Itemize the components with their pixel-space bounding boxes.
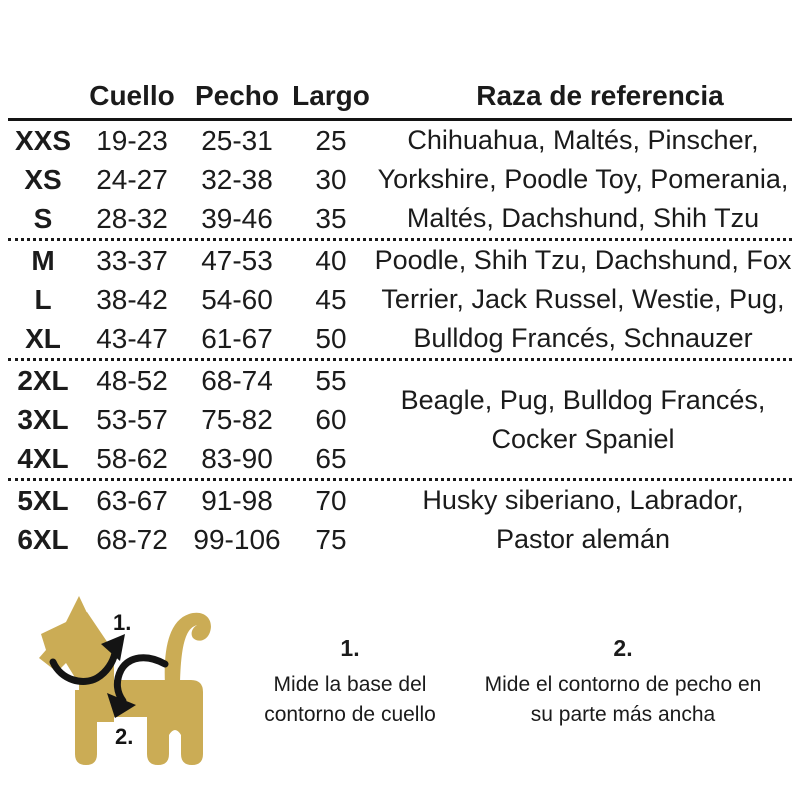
pecho-value: 25-31 (201, 124, 273, 156)
largo-value: 70 (315, 484, 347, 516)
pecho-value: 91-98 (201, 484, 273, 516)
size-group (8, 238, 792, 358)
cuello-value: 24-27 (96, 163, 168, 195)
pecho-value: 54-60 (201, 283, 273, 315)
largo-value: 25 (315, 124, 347, 156)
largo-value: 65 (315, 442, 347, 474)
size-label: 2XL (17, 364, 69, 396)
measure-note-chest (458, 634, 788, 730)
breed-line: Beagle, Pug, Bulldog Francés, (400, 384, 766, 415)
breed-reference (374, 121, 792, 238)
table-groups (8, 121, 792, 559)
pecho-value: 75-82 (201, 403, 273, 435)
col-header-raza: Raza de referencia (476, 80, 724, 111)
breed-line: Cocker Spaniel (491, 423, 675, 454)
col-header-largo: Largo (292, 80, 370, 111)
size-label: L (34, 283, 52, 315)
note-number: 1. (340, 635, 360, 661)
cuello-value: 43-47 (96, 322, 168, 354)
note-text-line: Mide el contorno de pecho en (484, 673, 762, 696)
cuello-value: 19-23 (96, 124, 168, 156)
size-label: S (33, 202, 53, 234)
col-header-pecho: Pecho (194, 80, 280, 111)
pecho-value: 61-67 (201, 322, 273, 354)
largo-value: 60 (315, 403, 347, 435)
note-text-line: Mide la base del (273, 673, 427, 696)
dog-body (93, 680, 203, 765)
largo-value: 40 (315, 244, 347, 276)
largo-value: 75 (315, 523, 347, 555)
largo-value: 55 (315, 364, 347, 396)
size-label: 6XL (17, 523, 69, 555)
breed-line: Poodle, Shih Tzu, Dachshund, Fox (374, 245, 792, 275)
breed-line: Yorkshire, Poodle Toy, Pomerania, (377, 164, 789, 194)
pecho-value: 39-46 (201, 202, 273, 234)
note-text-line: contorno de cuello (264, 703, 436, 726)
pecho-value: 83-90 (201, 442, 273, 474)
size-label: M (31, 244, 55, 276)
breed-line: Chihuahua, Maltés, Pinscher, (407, 125, 759, 155)
size-label: 5XL (17, 484, 69, 516)
size-table (8, 74, 792, 559)
breed-line: Husky siberiano, Labrador, (422, 485, 744, 515)
size-group (8, 121, 792, 238)
note-number: 2. (613, 635, 633, 661)
breed-line: Pastor alemán (495, 524, 671, 554)
breed-line: Maltés, Dachshund, Shih Tzu (406, 203, 760, 233)
pecho-value: 32-38 (201, 163, 273, 195)
size-label: XL (25, 322, 61, 354)
largo-value: 35 (315, 202, 347, 234)
pecho-value: 47-53 (201, 244, 273, 276)
pecho-value: 68-74 (201, 364, 273, 396)
size-group (8, 358, 792, 478)
largo-value: 30 (315, 163, 347, 195)
diagram-point1-label: 1. (113, 610, 132, 635)
measure-note-neck (228, 634, 472, 730)
breed-line: Bulldog Francés, Schnauzer (413, 323, 753, 353)
size-label: XXS (14, 124, 72, 156)
breed-reference (374, 241, 792, 358)
largo-value: 50 (315, 322, 347, 354)
pecho-value: 99-106 (193, 523, 281, 555)
cuello-value: 68-72 (96, 523, 168, 555)
size-group (8, 478, 792, 559)
cuello-value: 53-57 (96, 403, 168, 435)
breed-line: Terrier, Jack Russel, Westie, Pug, (381, 284, 785, 314)
col-header-cuello: Cuello (89, 80, 175, 111)
dog-tail (165, 613, 211, 684)
breed-reference (374, 361, 792, 478)
diagram-point2-label: 2. (115, 724, 134, 749)
cuello-value: 28-32 (96, 202, 168, 234)
cuello-value: 48-52 (96, 364, 168, 396)
cuello-value: 38-42 (96, 283, 168, 315)
cuello-value: 58-62 (96, 442, 168, 474)
breed-reference (374, 481, 792, 559)
cuello-value: 63-67 (96, 484, 168, 516)
note-text-line: su parte más ancha (530, 703, 716, 726)
size-label: 4XL (17, 442, 69, 474)
cuello-value: 33-37 (96, 244, 168, 276)
size-label: 3XL (17, 403, 69, 435)
dog-measure-diagram (35, 592, 225, 797)
table-header-row (8, 74, 792, 121)
size-label: XS (24, 163, 62, 195)
largo-value: 45 (315, 283, 347, 315)
